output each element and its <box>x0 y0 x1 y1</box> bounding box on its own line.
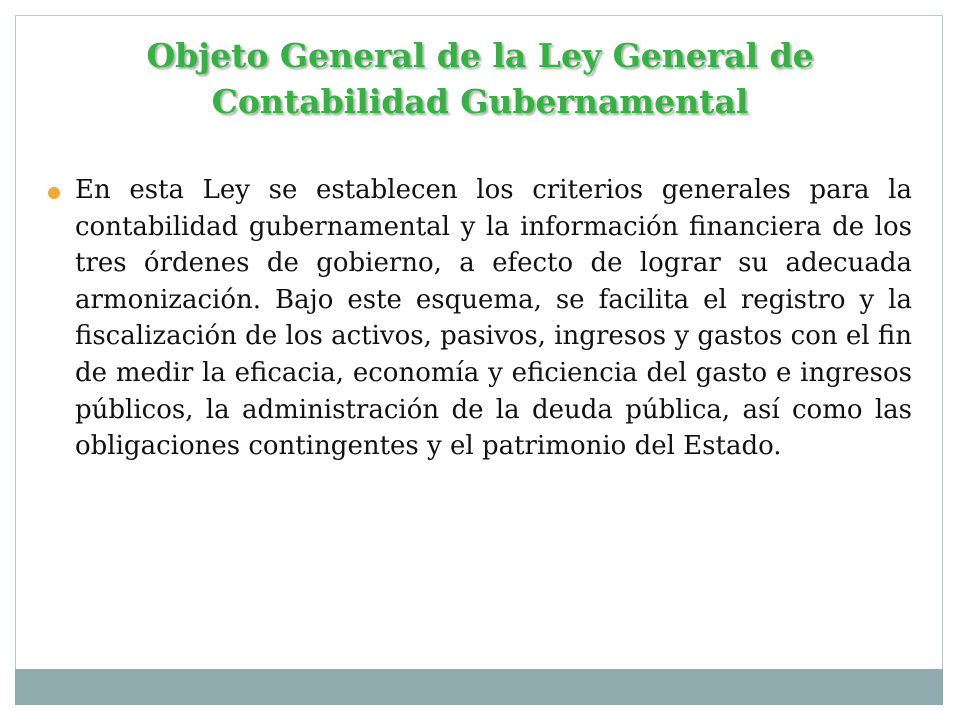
bullet-list <box>48 172 912 465</box>
footer-band <box>15 669 943 705</box>
bullet-text: En esta Ley se establecen los criterios generales para la contabilidad gubernamental y la información financiera de los tres órdenes de gobierno, a efecto de lograr su adecuada armonización. Bajo este esquema, se facilita el registro y la fiscalización de los activos, pasivos, ingresos y gastos con el fin de medir la eficacia, economía y eficiencia del gasto e ingresos públicos, la administración de la deuda pública, así como las obligaciones contingentes y el patrimonio del Estado. <box>75 175 912 462</box>
bullet-dot-icon <box>48 187 60 199</box>
slide-title: Objeto General de la Ley General de Contabilidad Gubernamental <box>146 36 814 121</box>
bullet-item <box>48 172 912 465</box>
